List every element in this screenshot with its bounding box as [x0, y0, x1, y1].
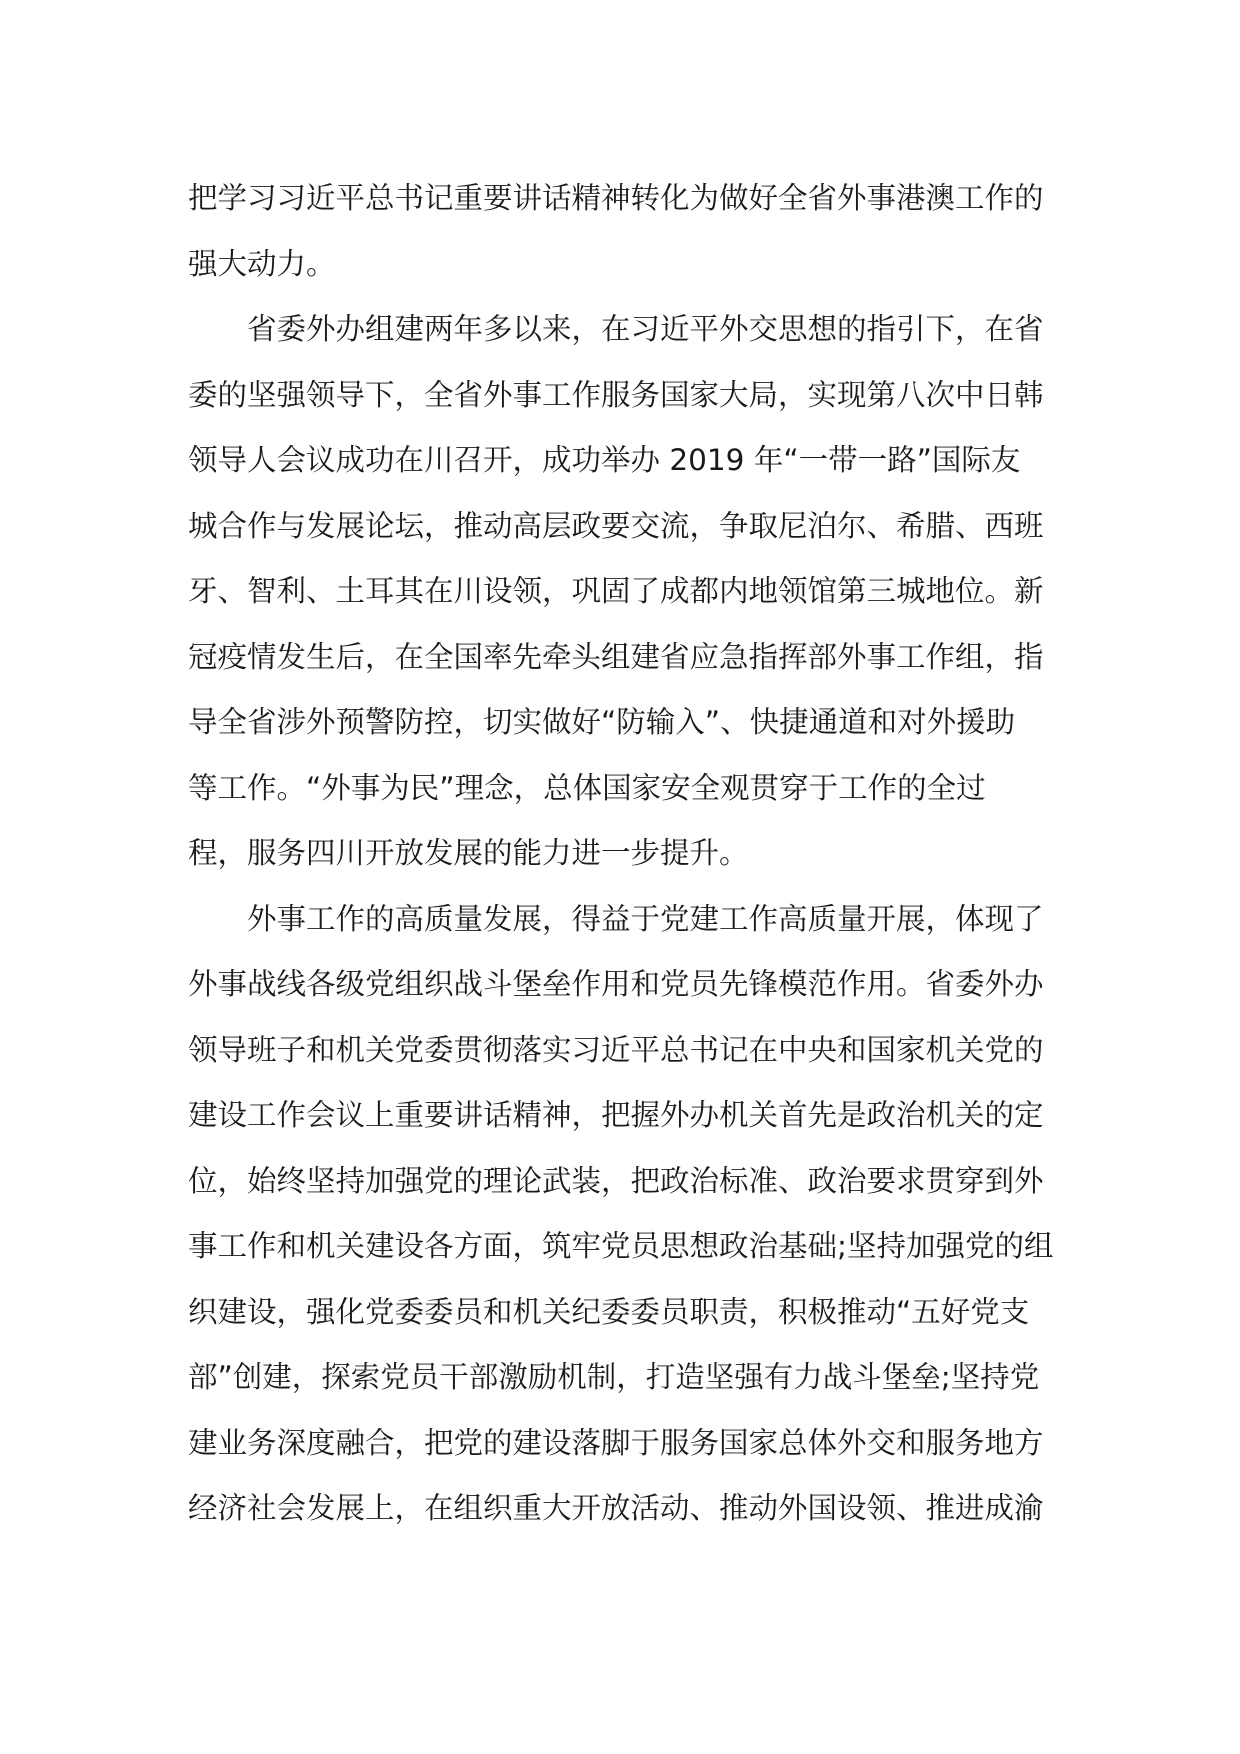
text-line: 城合作与发展论坛，推动高层政要交流，争取尼泊尔、希腊、西班 [188, 508, 1044, 543]
text-line: 织建设，强化党委委员和机关纪委委员职责，积极推动“五好党支 [188, 1294, 1030, 1329]
text-line: 领导人会议成功在川召开，成功举办 2019 年“一带一路”国际友 [188, 443, 1021, 477]
text-line: 等工作。“外事为民”理念，总体国家安全观贯穿于工作的全过 [188, 770, 986, 805]
text-line: 事工作和机关建设各方面，筑牢党员思想政治基础;坚持加强党的组 [188, 1229, 1054, 1263]
text-line: 程，服务四川开放发展的能力进一步提升。 [188, 836, 749, 870]
text-line: 位，始终坚持加强党的理论武装，把政治标准、政治要求贯穿到外 [188, 1163, 1044, 1198]
text-line: 牙、智利、土耳其在川设领，巩固了成都内地领馆第三城地位。新 [188, 574, 1044, 608]
text-line: 把学习习近平总书记重要讲话精神转化为做好全省外事港澳工作的 [188, 181, 1044, 215]
text-line: 部”创建，探索党员干部激励机制，打造坚强有力战斗堡垒;坚持党 [188, 1360, 1040, 1394]
body-text [188, 166, 1068, 1542]
paragraph-first-line: 外事工作的高质量发展，得益于党建工作高质量开展，体现了 [247, 901, 1044, 936]
text-line: 导全省涉外预警防控，切实做好“防输入”、快捷通道和对外援助 [188, 705, 1016, 739]
text-line: 强大动力。 [188, 246, 336, 281]
text-line: 建设工作会议上重要讲话精神，把握外办机关首先是政治机关的定 [188, 1098, 1044, 1132]
text-line: 委的坚强领导下，全省外事工作服务国家大局，实现第八次中日韩 [188, 377, 1044, 412]
text-line: 领导班子和机关党委贯彻落实习近平总书记在中央和国家机关党的 [188, 1032, 1044, 1067]
text-line: 建业务深度融合，把党的建设落脚于服务国家总体外交和服务地方 [188, 1425, 1044, 1460]
text-line: 外事战线各级党组织战斗堡垒作用和党员先锋模范作用。省委外办 [188, 967, 1044, 1001]
text-line: 经济社会发展上，在组织重大开放活动、推动外国设领、推进成渝 [188, 1491, 1044, 1525]
paragraph-first-line: 省委外办组建两年多以来，在习近平外交思想的指引下，在省 [247, 312, 1044, 346]
text-line: 冠疫情发生后，在全国率先牵头组建省应急指挥部外事工作组，指 [188, 639, 1044, 674]
